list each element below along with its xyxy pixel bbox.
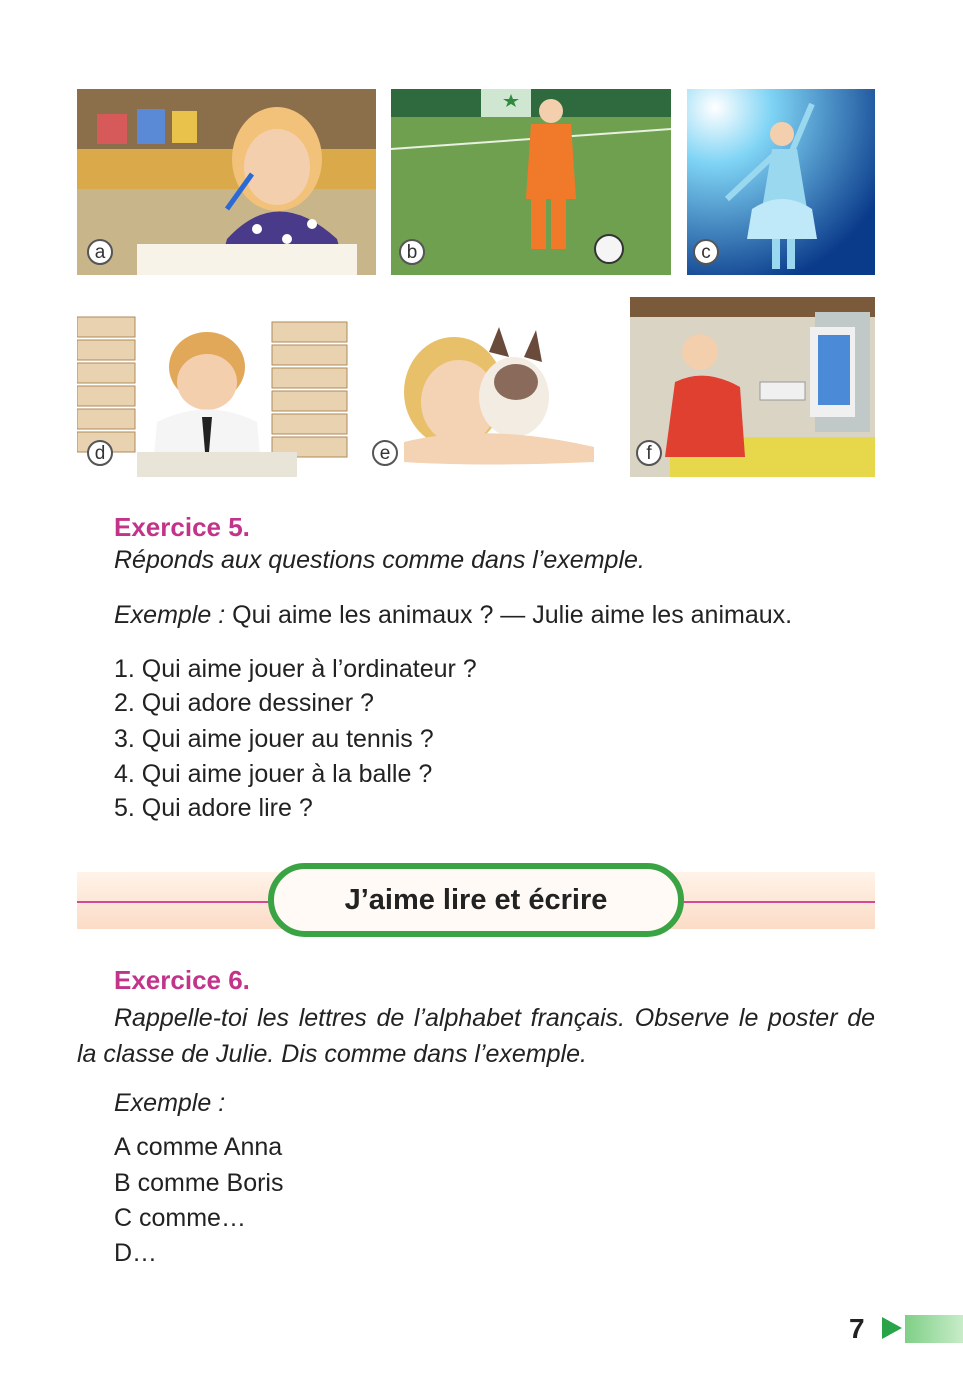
alphabet-line-c: C comme… bbox=[114, 1204, 246, 1232]
question-3: 3. Qui aime jouer au tennis ? bbox=[114, 725, 434, 753]
photo-label-e: e bbox=[372, 440, 398, 466]
question-5: 5. Qui adore lire ? bbox=[114, 794, 313, 822]
alphabet-line-d: D… bbox=[114, 1239, 158, 1267]
photo-d-boy-books bbox=[77, 312, 351, 477]
photo-label-b: b bbox=[399, 239, 425, 265]
exercise-6-title: Exercice 6. bbox=[114, 965, 250, 995]
page-number: 7 bbox=[849, 1313, 865, 1344]
photo-f-boy-computer bbox=[630, 297, 875, 477]
photo-a-girl-drawing bbox=[77, 89, 376, 275]
photo-e-girl-cat bbox=[364, 312, 604, 477]
exercise-5-example bbox=[114, 601, 792, 630]
question-2: 2. Qui adore dessiner ? bbox=[114, 689, 374, 717]
section-title: J’aime lire et écrire bbox=[268, 863, 684, 937]
exercise-5-instruction: Réponds aux questions comme dans l’exemple. bbox=[114, 546, 645, 574]
example-label: Exemple : bbox=[114, 601, 226, 629]
photo-label-d: d bbox=[87, 440, 113, 466]
exercise-6-example-label: Exemple : bbox=[114, 1089, 226, 1117]
photo-c-girl-dancer bbox=[687, 89, 875, 275]
photo-b-boy-football bbox=[391, 89, 671, 275]
alphabet-line-b: B comme Boris bbox=[114, 1169, 284, 1197]
alphabet-line-a: A comme Anna bbox=[114, 1133, 283, 1161]
photo-label-c: c bbox=[693, 239, 719, 265]
page-arrow-icon bbox=[882, 1317, 902, 1339]
photo-label-f: f bbox=[636, 440, 662, 466]
example-text: Qui aime les animaux ? — Julie aime les animaux. bbox=[225, 601, 793, 629]
photo-label-a: a bbox=[87, 239, 113, 265]
exercise-6-instruction: Rappelle-toi les lettres de l’alphabet français. Observe le poster de la classe de Julie. Dis comme dans l’exemple. bbox=[77, 1004, 875, 1068]
page-tab-bar bbox=[905, 1315, 963, 1343]
question-4: 4. Qui aime jouer à la balle ? bbox=[114, 760, 433, 788]
exercise-5-title: Exercice 5. bbox=[114, 512, 250, 542]
question-1: 1. Qui aime jouer à l’ordinateur ? bbox=[114, 655, 477, 683]
